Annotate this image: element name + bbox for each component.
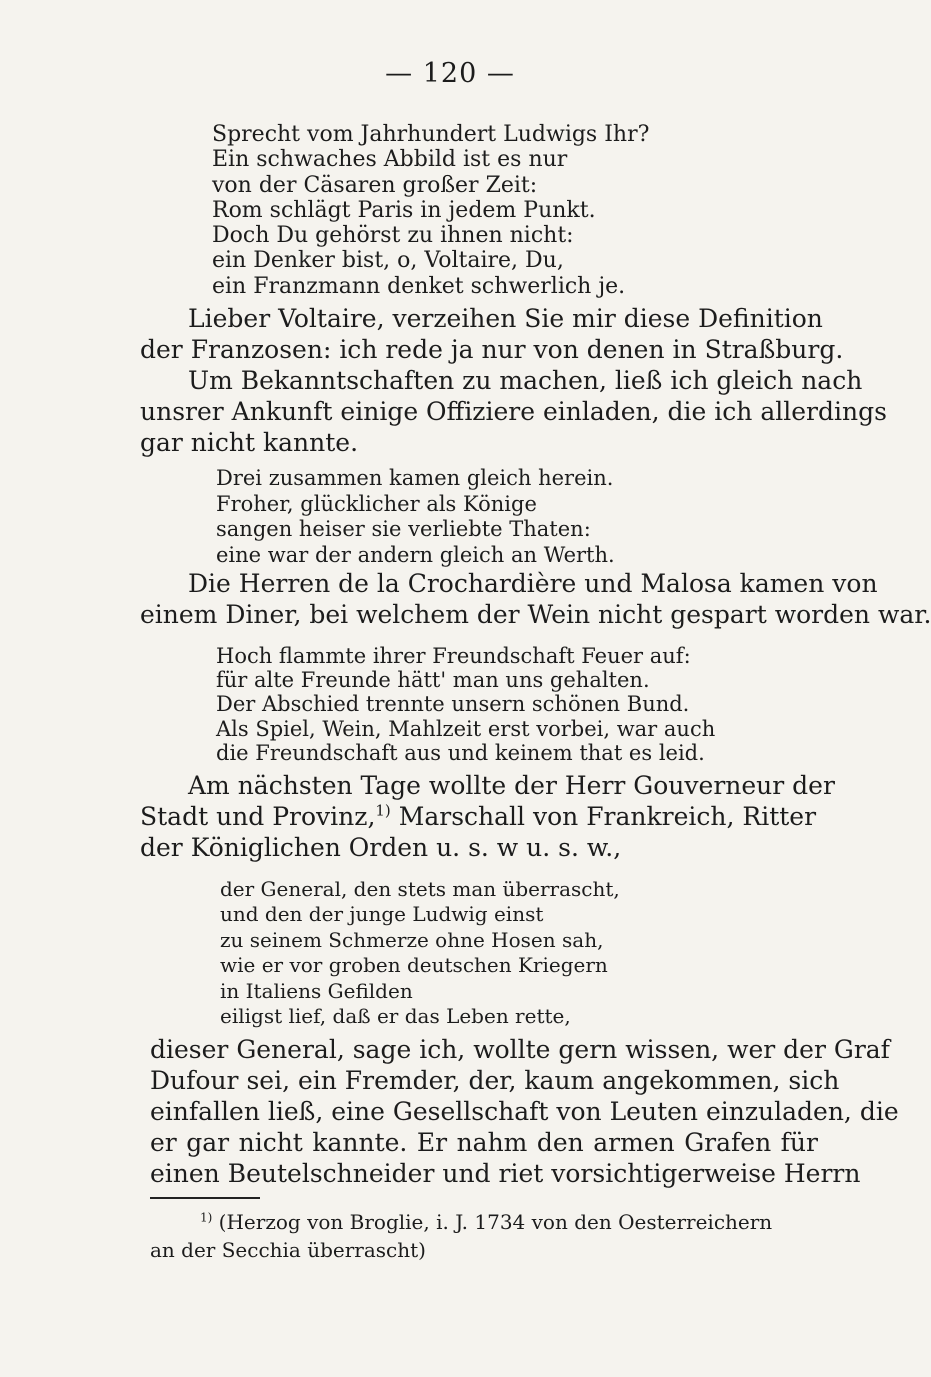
footnote-divider: [150, 1197, 260, 1199]
prose-line: einem Diner, bei welchem der Wein nicht gespart worden war.: [140, 600, 931, 629]
prose-line: der Königlichen Orden u. s. w u. s. w.,: [140, 833, 622, 862]
prose-text: Marschall von Frankreich, Ritter: [390, 802, 817, 831]
verse-line: Rom schlägt Paris in jedem Punkt.: [212, 197, 596, 223]
paragraph-3: [140, 770, 835, 863]
page-number: — 120 —: [385, 58, 515, 89]
footnote-marker: 1): [200, 1210, 213, 1225]
verse-block-1: [212, 122, 649, 299]
footnote: [150, 1208, 818, 1264]
verse-line: für alte Freunde hätt' man uns gehalten.: [216, 668, 650, 693]
verse-line: Froher, glücklicher als Könige: [216, 491, 537, 516]
footnote-text: (Herzog von Broglie, i. J. 1734 von den Oesterreichern: [212, 1210, 773, 1234]
prose-line: er gar nicht kannte. Er nahm den armen Grafen für: [150, 1128, 818, 1157]
prose-line: dieser General, sage ich, wollte gern wissen, wer der Graf: [150, 1035, 890, 1064]
verse-line: wie er vor groben deutschen Kriegern: [220, 953, 608, 978]
prose-line: [140, 801, 815, 832]
prose-line: Um Bekanntschaften zu machen, ließ ich gleich nach: [188, 366, 863, 395]
paragraph-4: [150, 1034, 899, 1189]
verse-line: eine war der andern gleich an Werth.: [216, 542, 615, 567]
verse-line: zu seinem Schmerze ohne Hosen sah,: [220, 927, 604, 952]
verse-line: die Freundschaft aus und keinem that es leid.: [216, 740, 705, 765]
verse-block-3: [216, 644, 715, 765]
verse-line: sangen heiser sie verliebte Thaten:: [216, 517, 591, 542]
verse-line: Sprecht vom Jahrhundert Ludwigs Ihr?: [212, 122, 650, 147]
verse-line: der General, den stets man überrascht,: [220, 877, 620, 901]
prose-line: unsrer Ankunft einige Offiziere einladen, die ich allerdings: [140, 397, 887, 426]
prose-line: der Franzosen: ich rede ja nur von denen in Straßburg.: [140, 335, 844, 364]
verse-line: Doch Du gehörst zu ihnen nicht:: [212, 223, 574, 249]
verse-line: ein Denker bist, o, Voltaire, Du,: [212, 248, 564, 274]
verse-line: Ein schwaches Abbild ist es nur: [212, 147, 568, 173]
footnote-reference[interactable]: 1): [375, 801, 391, 820]
prose-line: einfallen ließ, eine Gesellschaft von Leuten einzuladen, die: [150, 1097, 899, 1126]
verse-line: Der Abschied trennte unsern schönen Bund.: [216, 692, 690, 717]
prose-line: Lieber Voltaire, verzeihen Sie mir diese Definition: [188, 304, 823, 333]
verse-line: Als Spiel, Wein, Mahlzeit erst vorbei, war auch: [216, 716, 716, 741]
verse-block-2: [216, 466, 615, 568]
verse-line: Drei zusammen kamen gleich herein.: [216, 466, 614, 490]
paragraph-2: [140, 568, 931, 630]
verse-line: von der Cäsaren großer Zeit:: [212, 172, 538, 198]
prose-line: einen Beutelschneider und riet vorsichtigerweise Herrn: [150, 1159, 861, 1188]
footnote-line: an der Secchia überrascht): [150, 1238, 426, 1262]
prose-line: Am nächsten Tage wollte der Herr Gouverneur der: [188, 771, 835, 800]
verse-line: in Italiens Gefilden: [220, 978, 413, 1003]
verse-block-4: [220, 877, 620, 1029]
verse-line: ein Franzmann denket schwerlich je.: [212, 273, 626, 299]
verse-line: Hoch flammte ihrer Freundschaft Feuer auf:: [216, 644, 691, 668]
prose-line: Dufour sei, ein Fremder, der, kaum angekommen, sich: [150, 1066, 840, 1095]
verse-line: und den der junge Ludwig einst: [220, 902, 544, 927]
verse-line: eiligst lief, daß er das Leben rette,: [220, 1004, 571, 1029]
prose-text: Stadt und Provinz,: [140, 802, 376, 831]
paragraph-1: [140, 303, 887, 458]
prose-line: Die Herren de la Crochardière und Malosa kamen von: [188, 569, 878, 598]
footnote-line: [150, 1208, 818, 1236]
prose-line: gar nicht kannte.: [140, 428, 359, 457]
